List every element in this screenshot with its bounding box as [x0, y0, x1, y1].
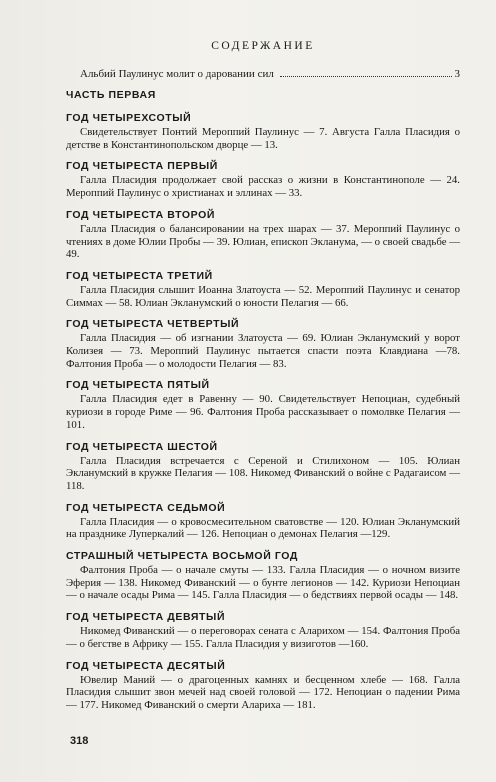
section-entries: Галла Пласидия — об изгнании Златоуста — 69. Юлиан Экланумский у ворот Колизея — 73. Мероппий Паулинус пытается спасти поэта Клавдиана —78. Фалтония Проба — о молодости Пелагия — 83.: [66, 332, 460, 370]
contents-section: [66, 550, 460, 602]
section-title: ГОД ЧЕТЫРЕСТА ДЕВЯТЫЙ: [66, 611, 226, 624]
section-entries: Фалтония Проба — о начале смуты — 133. Галла Пласидия — о ночном визите Эферия — 138. Никомед Фиванский — о бунте легионов — 142. Куриози Непоциан — о начале осады Рима — 145. Галла Пласидия — о бедствиях первой осады — 148.: [66, 564, 460, 602]
contents-section: [66, 270, 460, 309]
contents-section: [66, 160, 460, 199]
section-entries: Никомед Фиванский — о переговорах сената с Аларихом — 154. Фалтония Проба — о бегстве в Африку — 155. Галла Пласидия у визиготов —160.: [66, 625, 460, 650]
section-title: ГОД ЧЕТЫРЕСТА ВТОРОЙ: [66, 208, 215, 221]
contents-section: [66, 112, 460, 151]
section-entries: Ювелир Маний — о драгоценных камнях и бесценном хлебе — 168. Галла Пласидия слышит звон мечей над своей головой — 172. Непоциан о падении Рима — 177. Никомед Фиванский о смерти Алариха — 181.: [66, 673, 460, 711]
contents-block: [66, 40, 460, 721]
section-entries: Галла Пласидия о балансировании на трех шарах — 37. Мероппий Паулинус о чтениях в доме Юлии Пробы — 39. Юлиан, епископ Экланума, — о своей свадьбе — 49.: [66, 222, 460, 261]
contents-section: [66, 209, 460, 261]
section-title: ГОД ЧЕТЫРЕСТА ТРЕТИЙ: [66, 269, 213, 282]
contents-section: [66, 660, 460, 712]
sections-list: [66, 112, 460, 712]
section-entries: Галла Пласидия слышит Иоанна Златоуста — 52. Мероппий Паулинус и сенатор Симмах — 58. Юлиан Экланумский о юности Пелагия — 66.: [66, 283, 460, 309]
section-title: ГОД ЧЕТЫРЕХСОТЫЙ: [66, 112, 192, 124]
intro-entry-text: Альбий Паулинус молит о даровании сил: [80, 68, 274, 80]
section-title: СТРАШНЫЙ ЧЕТЫРЕСТА ВОСЬМОЙ ГОД: [66, 550, 298, 563]
section-title: ГОД ЧЕТЫРЕСТА ШЕСТОЙ: [66, 440, 218, 453]
section-title: ГОД ЧЕТЫРЕСТА ДЕСЯТЫЙ: [66, 659, 226, 672]
section-title: ГОД ЧЕТЫРЕСТА ПЕРВЫЙ: [66, 160, 218, 173]
section-entries: Галла Пласидия продолжает свой рассказ о жизни в Константинополе — 24. Мероппий Паулинус о христианах и эллинах — 33.: [66, 174, 460, 200]
part-title: ЧАСТЬ ПЕРВАЯ: [66, 89, 156, 101]
section-title: ГОД ЧЕТЫРЕСТА ПЯТЫЙ: [66, 379, 210, 392]
dot-leader: [280, 76, 452, 77]
intro-entry-page: 3: [454, 68, 460, 80]
contents-section: [66, 611, 460, 650]
section-title: ГОД ЧЕТЫРЕСТА ЧЕТВЕРТЫЙ: [66, 318, 240, 331]
contents-heading: СОДЕРЖАНИЕ: [211, 40, 315, 52]
section-entries: Галла Пласидия встречается с Сереной и Стилихоном — 105. Юлиан Экланумский в кружке Пелагия — 108. Никомед Фиванский о войне с Радагаисом — 118.: [66, 454, 460, 492]
contents-section: [66, 502, 460, 541]
intro-entry: [80, 68, 460, 80]
section-title: ГОД ЧЕТЫРЕСТА СЕДЬМОЙ: [66, 501, 226, 514]
contents-section: [66, 441, 460, 493]
page-number: 318: [70, 735, 89, 747]
section-entries: Галла Пласидия едет в Равенну — 90. Свидетельствует Непоциан, судебный куриози в городе Риме — 96. Фалтония Проба рассказывает о помолвке Пелагия — 101.: [66, 393, 460, 431]
contents-section: [66, 379, 460, 431]
section-entries: Свидетельствует Понтий Мероппий Паулинус — 7. Августа Галла Пласидия о детстве в Константинопольском дворце — 13.: [66, 126, 460, 151]
section-entries: Галла Пласидия — о кровосмесительном сватовстве — 120. Юлиан Экланумский на празднике Луперкалий — 126. Непоциан о демонах Пелагия —129.: [66, 515, 460, 541]
contents-section: [66, 318, 460, 370]
